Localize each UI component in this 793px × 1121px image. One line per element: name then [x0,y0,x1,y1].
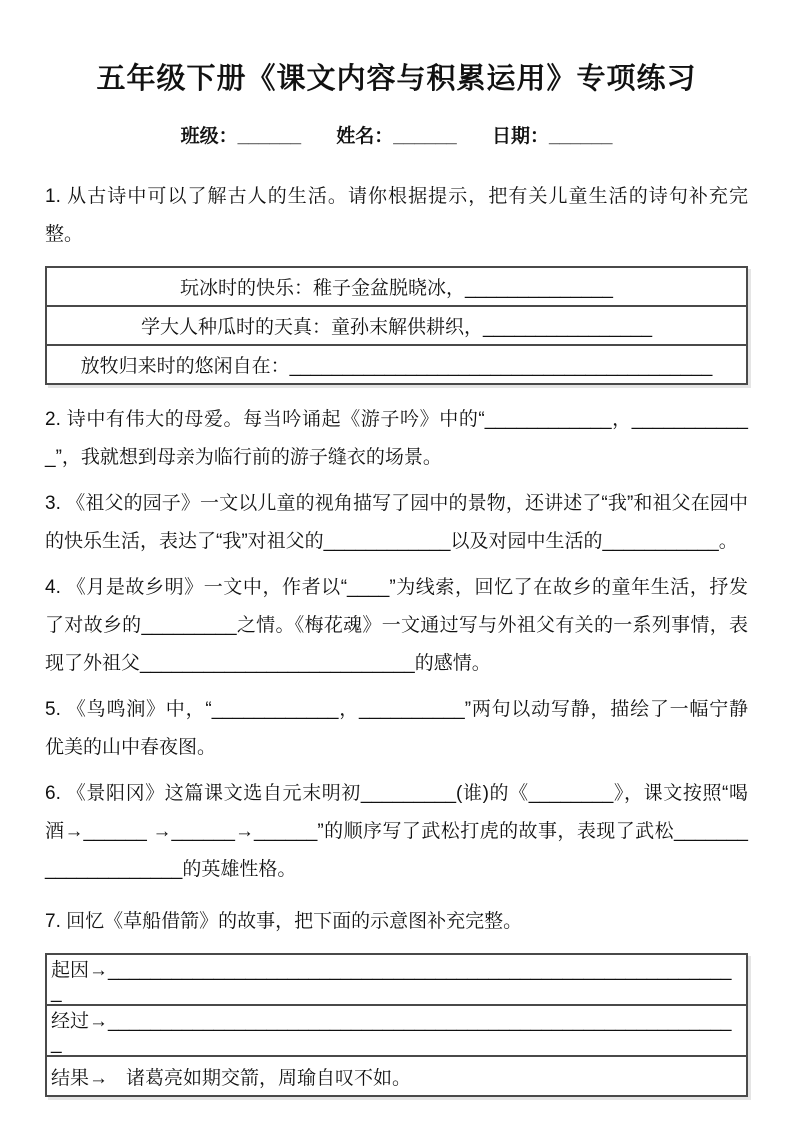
story-table-row [46,1005,747,1056]
question-4: 4. 《月是故乡明》一文中，作者以“____”为线索，回忆了在故乡的童年生活，抒发了对故乡的_________之情。《梅花魂》一文通过写与外祖父有关的一系列事情，表现了外祖父__________________________的感情。 [45,577,748,674]
story-row-blank-process: ____________________________________________________________ [51,1011,732,1054]
story-row-label-cause: 起因→ [51,960,109,981]
story-diagram-table [45,953,748,1097]
story-table-row [46,1056,747,1096]
poem-table [45,266,748,385]
page-title: 五年级下册《课文内容与积累运用》专项练习 [96,63,697,95]
poem-table-row [46,267,747,306]
question-1: 1. 从古诗中可以了解古人的生活。请你根据提示，把有关儿童生活的诗句补充完整。 [45,186,748,245]
poem-row-ice: 玩冰时的快乐：稚子金盆脱晓冰，______________ [46,267,747,306]
question-6: 6. 《景阳冈》这篇课文选自元末明初_________(谁)的《________》，课文按照“喝酒→______ →______→______”的顺序写了武松打虎的故事，表现了武松____________________的英雄性格。 [45,783,748,880]
story-row-label-result: 结果→ [51,1067,109,1089]
story-table-row [46,954,747,1005]
question-7: 7. 回忆《草船借箭》的故事，把下面的示意图补充完整。 [45,911,523,932]
question-2: 2. 诗中有伟大的母爱。每当吟诵起《游子吟》中的“____________，____________”，我就想到母亲为临行前的游子缝衣的场景。 [45,409,748,468]
class-field: 班级：______ [180,126,302,147]
story-row-blank-cause: ____________________________________________________________ [51,960,732,1003]
poem-row-herding: 放牧归来时的悠闲自在：________________________________________ [46,345,747,384]
name-field: 姓名：______ [336,126,457,147]
poem-table-row [46,306,747,345]
student-info-line [45,121,748,148]
question-3: 3. 《祖父的园子》一文以儿童的视角描写了园中的景物，还讲述了“我”和祖父在园中的快乐生活，表达了“我”对祖父的____________以及对园中生活的___________。 [45,493,748,552]
story-row-answer-result: 诸葛亮如期交箭，周瑜自叹不如。 [126,1067,412,1089]
question-5: 5. 《鸟鸣涧》中，“____________，__________”两句以动写静，描绘了一幅宁静优美的山中春夜图。 [45,699,748,758]
poem-row-melon: 学大人种瓜时的天真：童孙末解供耕织，________________ [46,306,747,345]
story-row-label-process: 经过→ [51,1011,109,1032]
date-field: 日期：______ [491,126,613,147]
poem-table-row [46,345,747,384]
